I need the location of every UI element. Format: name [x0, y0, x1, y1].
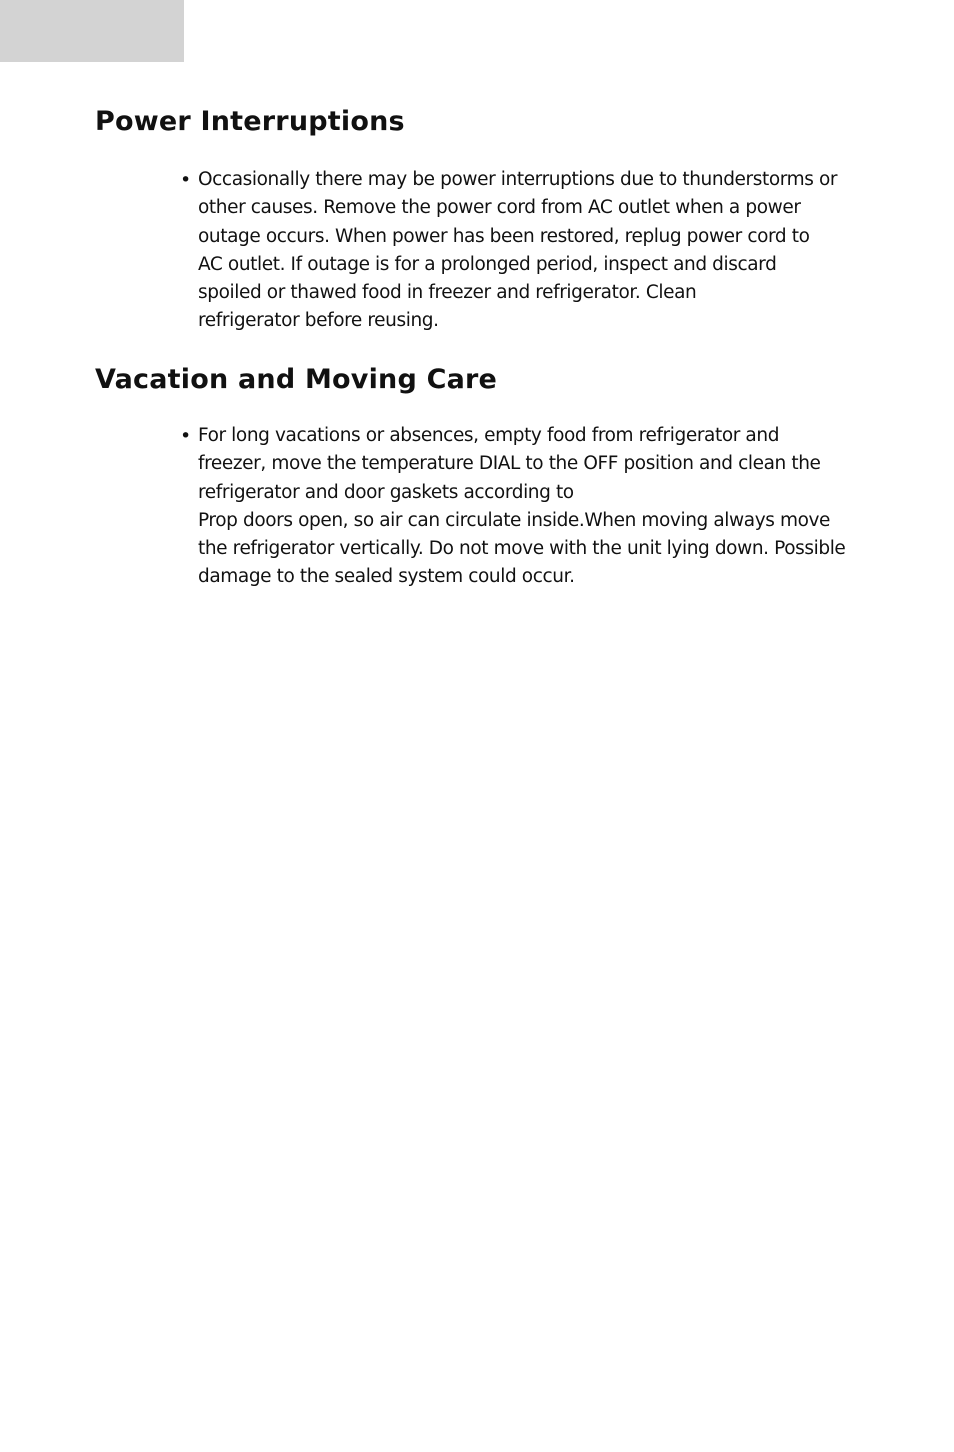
paragraph-line: freezer, move the temperature DIAL to the OFF position and clean the [198, 453, 821, 475]
paragraph-line: other causes. Remove the power cord from AC outlet when a power [198, 197, 801, 219]
bullet-marker: • [180, 169, 192, 191]
vacation-moving-care-paragraph [198, 422, 858, 592]
paragraph-line: the refrigerator vertically. Do not move with the unit lying down. Possible [198, 538, 846, 560]
section-heading-vacation-moving-care: Vacation and Moving Care [95, 364, 498, 395]
page-corner-tab [0, 0, 184, 62]
paragraph-line: refrigerator and door gaskets according to [198, 481, 574, 503]
paragraph-line: Prop doors open, so air can circulate inside.When moving always move [198, 509, 831, 531]
section-heading-power-interruptions: Power Interruptions [95, 106, 405, 137]
paragraph-line: For long vacations or absences, empty food from refrigerator and [198, 425, 780, 446]
paragraph-line: spoiled or thawed food in freezer and refrigerator. Clean [198, 282, 697, 304]
paragraph-line: Occasionally there may be power interruptions due to thunderstorms or [198, 169, 838, 190]
power-interruptions-paragraph [198, 166, 858, 336]
paragraph-line: outage occurs. When power has been restored, replug power cord to [198, 225, 810, 247]
bullet-marker: • [180, 425, 192, 447]
paragraph-line: damage to the sealed system could occur. [198, 566, 575, 588]
paragraph-line: AC outlet. If outage is for a prolonged period, inspect and discard [198, 253, 777, 275]
paragraph-line: refrigerator before reusing. [198, 310, 439, 332]
